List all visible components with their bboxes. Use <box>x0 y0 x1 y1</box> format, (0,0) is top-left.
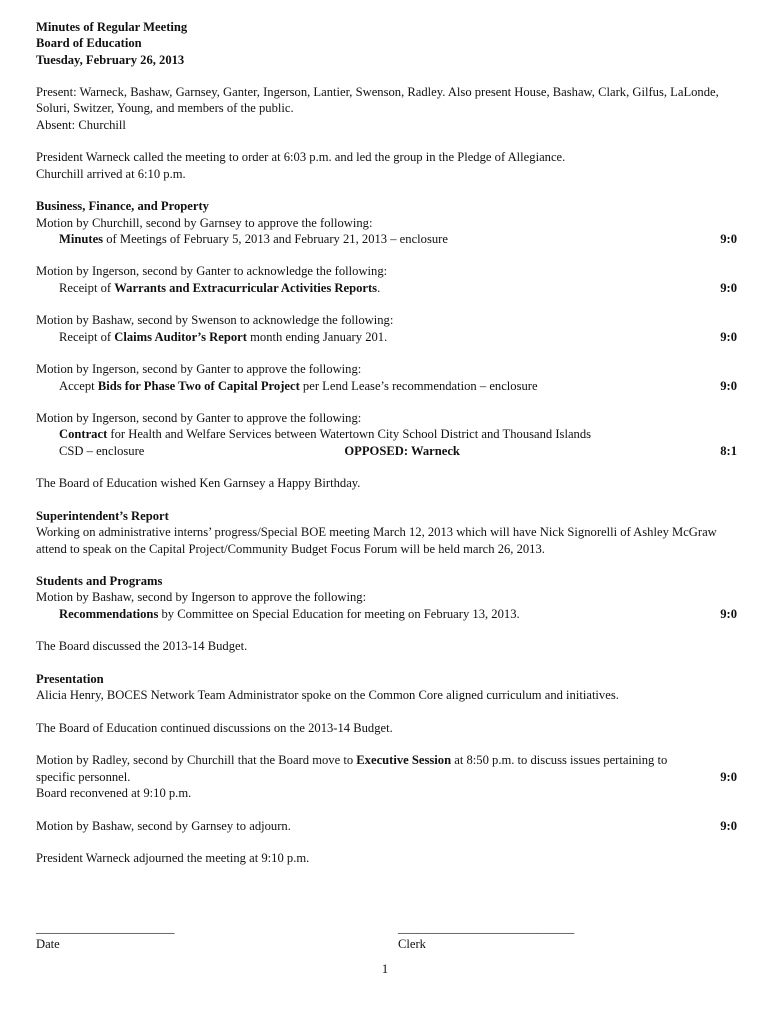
bfp-section <box>36 198 737 247</box>
motion-block <box>36 410 737 459</box>
motion-intro: Motion by Ingerson, second by Ganter to approve the following: <box>36 411 362 426</box>
clerk-label: Clerk <box>398 937 426 952</box>
section-heading: Business, Finance, and Property <box>36 199 209 214</box>
motion-item-pre: Receipt of <box>59 329 115 344</box>
vote-count: 9:0 <box>720 818 737 833</box>
motion-item-text: of Meetings of February 5, 2013 and February 21, 2013 – enclosure <box>103 231 448 246</box>
header-board: Board of Education <box>36 36 142 51</box>
motion-item-line2: CSD – enclosure <box>59 443 145 458</box>
presentation-text: Alicia Henry, BOCES Network Team Administrator spoke on the Common Core aligned curriculum and initiatives. <box>36 688 619 703</box>
minutes-document <box>36 19 737 883</box>
motion-item-text: month ending January 201. <box>246 329 388 344</box>
section-heading: Students and Programs <box>36 574 163 589</box>
closing-note: President Warneck adjourned the meeting at 9:10 p.m. <box>36 851 310 866</box>
motion-item-continued <box>36 443 737 459</box>
date-signature-line: ______________________ <box>36 921 175 935</box>
motion-item-bold: Recommendations <box>59 606 159 621</box>
motion-item-text: by Committee on Special Education for meeting on February 13, 2013. <box>158 606 520 621</box>
opposed-note: OPPOSED: Warneck <box>344 443 460 458</box>
motion-item-bold: Minutes <box>59 231 104 246</box>
motion-item <box>36 606 737 622</box>
vote-count: 9:0 <box>720 769 737 784</box>
vote-count: 9:0 <box>720 606 737 621</box>
arrival-note: Churchill arrived at 6:10 p.m. <box>36 166 186 181</box>
absent-list: Absent: Churchill <box>36 117 126 132</box>
call-to-order-text: President Warneck called the meeting to order at 6:03 p.m. and led the group in the Pledge of Allegiance. <box>36 150 566 165</box>
motion-item <box>36 329 737 345</box>
adjourn-text: Motion by Bashaw, second by Garnsey to adjourn. <box>36 818 291 833</box>
motion-item-text: . <box>377 280 381 295</box>
section-heading: Presentation <box>36 671 104 686</box>
motion-item <box>36 426 737 442</box>
motion-intro: Motion by Ingerson, second by Ganter to approve the following: <box>36 362 362 377</box>
motion-block <box>36 312 737 345</box>
motion-item-bold: Claims Auditor’s Report <box>114 329 247 344</box>
motion-item-pre: Accept <box>59 378 98 393</box>
motion-intro: Motion by Bashaw, second by Ingerson to approve the following: <box>36 590 367 605</box>
budget-discussion: The Board discussed the 2013-14 Budget. <box>36 639 248 654</box>
motion-item-bold: Bids for Phase Two of Capital Project <box>97 378 300 393</box>
vote-count: 9:0 <box>720 280 737 295</box>
superintendent-section <box>36 508 737 557</box>
birthday-note: The Board of Education wished Ken Garnsey a Happy Birthday. <box>36 476 361 491</box>
date-signature <box>36 920 175 953</box>
motion-item <box>36 231 737 247</box>
vote-count: 9:0 <box>720 231 737 246</box>
page-number: 1 <box>381 962 389 976</box>
motion-block <box>36 263 737 296</box>
motion-item-pre: Receipt of <box>59 280 115 295</box>
motion-text-continued <box>36 769 737 785</box>
reconvene-note: Board reconvened at 9:10 p.m. <box>36 785 192 800</box>
present-list: Present: Warneck, Bashaw, Garnsey, Ganter, Ingerson, Lantier, Swenson, Radley. Also present House, Bashaw, Clark, Gilfus, LaLonde, Soluri, Switzer, Young, and members of the public. <box>36 85 719 116</box>
date-label: Date <box>36 937 60 952</box>
motion-block <box>36 361 737 394</box>
header-title: Minutes of Regular Meeting <box>36 20 188 34</box>
motion-item-text: per Lend Lease’s recommendation – enclosure <box>299 378 538 393</box>
motion-item-bold: Executive Session <box>356 753 452 768</box>
motion-item <box>36 378 737 394</box>
call-to-order <box>36 149 737 182</box>
budget-continued: The Board of Education continued discussions on the 2013-14 Budget. <box>36 720 393 735</box>
vote-count: 9:0 <box>720 329 737 344</box>
header-date: Tuesday, February 26, 2013 <box>36 52 185 67</box>
executive-session-motion <box>36 752 737 801</box>
presentation-section <box>36 671 737 704</box>
superintendent-report-text: Working on administrative interns’ progress/Special BOE meeting March 12, 2013 which will have Nick Signorelli of Ashley McGraw attend to speak on the Capital Project/Community Budget Focus Forum will be held march 26, 2013. <box>36 525 717 556</box>
motion-intro: Motion by Churchill, second by Garnsey to approve the following: <box>36 215 373 230</box>
attendance <box>36 84 737 133</box>
motion-item-bold: Contract <box>59 427 108 442</box>
students-section <box>36 573 737 622</box>
clerk-signature <box>398 920 574 953</box>
motion-item-text: for Health and Welfare Services between Watertown City School District and Thousand Islands <box>107 427 592 442</box>
motion-item <box>36 280 737 296</box>
adjourn-motion <box>36 818 737 834</box>
motion-text-line2: specific personnel. <box>36 769 131 784</box>
section-heading: Superintendent’s Report <box>36 508 169 523</box>
motion-intro: Motion by Bashaw, second by Swenson to acknowledge the following: <box>36 313 394 328</box>
clerk-signature-line: ____________________________ <box>398 921 575 935</box>
motion-text-rest: at 8:50 p.m. to discuss issues pertaining to <box>451 753 668 768</box>
vote-count: 9:0 <box>720 378 737 393</box>
vote-count: 8:1 <box>720 443 737 458</box>
document-header <box>36 19 737 68</box>
motion-intro: Motion by Ingerson, second by Ganter to acknowledge the following: <box>36 264 388 279</box>
motion-item-bold: Warrants and Extracurricular Activities Reports <box>114 280 378 295</box>
motion-text <box>36 752 737 768</box>
motion-text-pre: Motion by Radley, second by Churchill that the Board move to <box>36 753 357 768</box>
